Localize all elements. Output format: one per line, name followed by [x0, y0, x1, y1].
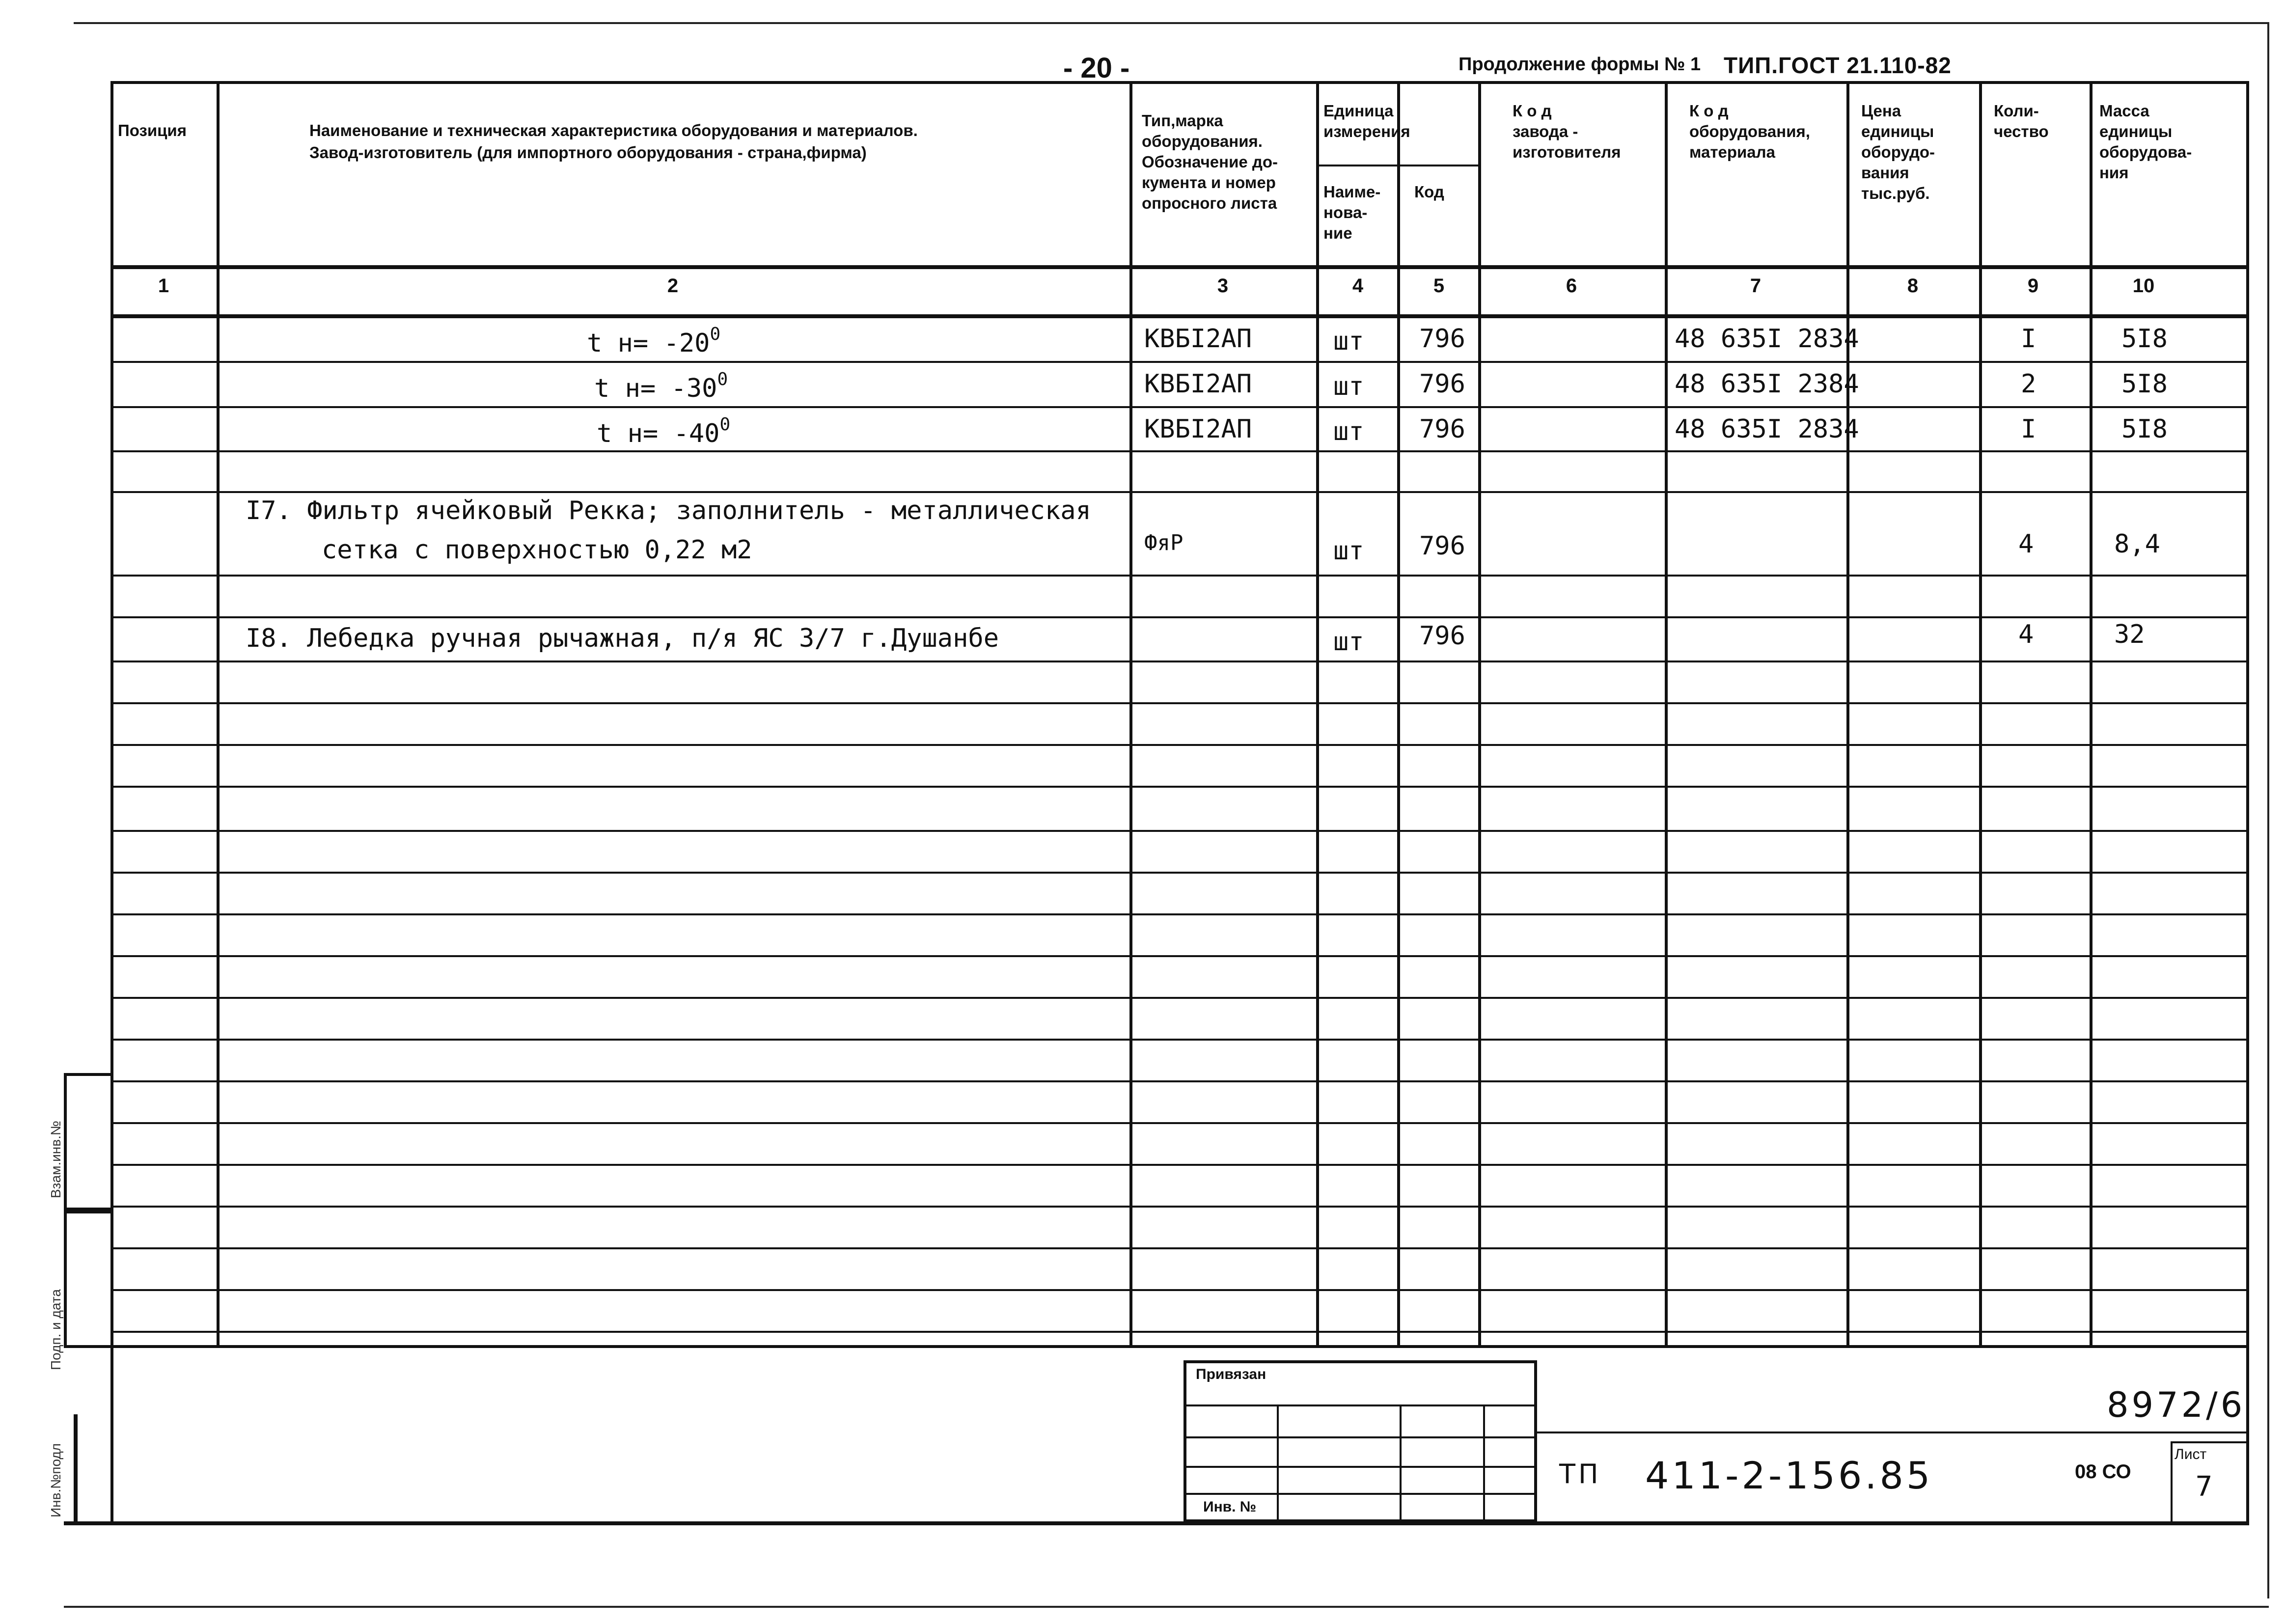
- colnum-3: 3: [1217, 275, 1229, 297]
- col-divider: [1397, 81, 1400, 1348]
- item17-type: ФяР: [1144, 530, 1184, 555]
- list-label: Лист: [2175, 1446, 2207, 1462]
- row1-name: t $н= -20^0$: [587, 324, 721, 358]
- table-row-line: [110, 1289, 2249, 1291]
- col-divider: [2090, 81, 2092, 1348]
- header-name-line1: Наименование и техническая характеристика оборудования и материалов.: [309, 121, 918, 139]
- row1-qty: I: [2021, 324, 2037, 354]
- table-row-line: [110, 575, 2249, 577]
- strip-text-inv-orig: Инв.№подл: [48, 1443, 63, 1517]
- title-block-bottom: [64, 1521, 2249, 1525]
- row3-unit: шт: [1333, 417, 1364, 446]
- colnum-4: 4: [1352, 275, 1364, 297]
- row2-unit: шт: [1333, 372, 1364, 401]
- colnum-8: 8: [1907, 275, 1919, 297]
- header-bottom-line: [110, 265, 2249, 269]
- section-code: 08 СО: [2075, 1461, 2131, 1483]
- row3-type: КВБI2АП: [1144, 414, 1252, 444]
- gost-label: ТИП.ГОСТ 21.110-82: [1724, 53, 1952, 78]
- col-divider: [1316, 81, 1319, 1348]
- header-price: Цена единицы оборудо- вания тыс.руб.: [1861, 102, 1935, 202]
- strip-box-bottom: [74, 1414, 78, 1522]
- item18-qty: 4: [2018, 620, 2034, 649]
- privyazan-col: [1483, 1404, 1485, 1522]
- table-row-line: [110, 491, 2249, 493]
- row1-unit: шт: [1333, 327, 1364, 356]
- row3-qty: I: [2021, 414, 2037, 444]
- row2-qty: 2: [2021, 369, 2037, 399]
- table-row-line: [110, 913, 2249, 915]
- page-number: - 20 -: [1063, 52, 1130, 84]
- stamp-top-line: [1537, 1431, 2249, 1433]
- table-row-line: [110, 702, 2249, 704]
- colnum-bottom-line: [110, 314, 2249, 318]
- header-position: Позиция: [118, 121, 187, 139]
- row2-mass: 5I8: [2121, 369, 2168, 399]
- header-unit-code: Код: [1414, 183, 1444, 201]
- project-code: 411-2-156.85: [1645, 1454, 1933, 1497]
- table-row-line: [110, 406, 2249, 408]
- item18-line1: I8. Лебедка ручная рычажная, п/я ЯС 3/7 г.Душанбе: [246, 624, 999, 653]
- list-top-line: [2171, 1441, 2249, 1443]
- colnum-2: 2: [667, 275, 679, 297]
- header-unit-group: Единица измерения: [1323, 102, 1410, 140]
- col-divider: [1129, 81, 1132, 1348]
- table-row-line: [110, 1206, 2249, 1208]
- row3-name: t $н= -40^0$: [597, 414, 731, 448]
- row1-mass: 5I8: [2121, 324, 2168, 354]
- doc-number: 8972/6: [2107, 1385, 2246, 1425]
- table-row-line: [110, 616, 2249, 618]
- row3-code: 796: [1419, 414, 1465, 444]
- header-unit-name: Наиме- нова- ние: [1323, 183, 1381, 242]
- table-row-line: [110, 1039, 2249, 1041]
- specification-table: [110, 81, 2249, 1348]
- colnum-9: 9: [2027, 275, 2039, 297]
- col-divider: [217, 81, 220, 1348]
- item17-line1: I7. Фильтр ячейковый Рекка; заполнитель - металлическая: [246, 496, 1091, 525]
- table-row-line: [110, 872, 2249, 874]
- colnum-1: 1: [158, 275, 169, 297]
- table-row-line: [110, 1080, 2249, 1082]
- unit-group-divider: [1316, 165, 1478, 166]
- header-name-line2: Завод-изготовитель (для импортного оборудования - страна,фирма): [309, 143, 867, 162]
- col-divider: [1665, 81, 1668, 1348]
- table-row-line: [110, 1122, 2249, 1124]
- item17-qty: 4: [2018, 529, 2034, 559]
- table-row-line: [110, 1331, 2249, 1333]
- row1-type: КВБI2АП: [1144, 324, 1252, 354]
- row2-name: t $н= -30^0$: [594, 369, 728, 403]
- table-row-line: [110, 997, 2249, 999]
- colnum-7: 7: [1750, 275, 1762, 297]
- sheet-frame-top: [74, 22, 2269, 24]
- item17-code: 796: [1419, 531, 1465, 561]
- header-mass: Масса единицы оборудова- ния: [2099, 102, 2192, 182]
- strip-box-top: [64, 1073, 110, 1211]
- inv-label: Инв. №: [1203, 1499, 1257, 1515]
- item17-unit: шт: [1333, 536, 1364, 566]
- table-row-line: [110, 361, 2249, 363]
- table-row-line: [110, 450, 2249, 452]
- table-row-line: [110, 955, 2249, 957]
- tp-label: ТП: [1559, 1459, 1601, 1489]
- header-quantity: Коли- чество: [1994, 102, 2049, 140]
- col-divider: [1979, 81, 1982, 1348]
- table-row-line: [110, 786, 2249, 788]
- privyazan-col: [1400, 1404, 1402, 1522]
- row2-mat-code: 48 635I 2384: [1675, 369, 1859, 399]
- row3-mat-code: 48 635I 2834: [1675, 414, 1859, 444]
- table-row-line: [110, 661, 2249, 662]
- table-row-line: [110, 1164, 2249, 1166]
- colnum-6: 6: [1566, 275, 1577, 297]
- row3-mass: 5I8: [2121, 414, 2168, 444]
- header-material-code: К о д оборудования, материала: [1689, 102, 1810, 161]
- sheet-frame-right: [2267, 22, 2269, 1598]
- item18-mass: 32: [2114, 620, 2145, 649]
- privyazan-label: Привязан: [1196, 1366, 1266, 1382]
- item17-mass: 8,4: [2114, 529, 2160, 559]
- col-divider: [1478, 81, 1481, 1348]
- sheet-frame-bottom: [64, 1606, 2269, 1608]
- colnum-10: 10: [2132, 275, 2155, 297]
- item17-line2: сетка с поверхностью 0,22 м2: [322, 535, 752, 565]
- strip-text-sign: Подп. и дата: [48, 1289, 63, 1370]
- form-continuation: Продолжение формы № 1: [1459, 54, 1701, 75]
- row2-code: 796: [1419, 369, 1465, 399]
- privyazan-col: [1277, 1404, 1279, 1522]
- table-row-line: [110, 744, 2249, 746]
- strip-text-inv: Взам.инв.№: [48, 1121, 63, 1198]
- list-divider: [2171, 1441, 2173, 1522]
- row1-code: 796: [1419, 324, 1465, 354]
- item18-code: 796: [1419, 621, 1465, 651]
- title-block-right: [2246, 1348, 2249, 1525]
- table-row-line: [110, 830, 2249, 832]
- header-type: Тип,марка оборудования. Обозначение до- кумента и номер опросного листа: [1142, 111, 1278, 212]
- table-row-line: [110, 1247, 2249, 1249]
- list-number: 7: [2195, 1471, 2216, 1503]
- item18-unit: шт: [1333, 627, 1364, 657]
- strip-box-middle: [64, 1211, 110, 1348]
- colnum-5: 5: [1433, 275, 1445, 297]
- header-factory-code: К о д завода - изготовителя: [1513, 102, 1621, 161]
- row1-mat-code: 48 635I 2834: [1675, 324, 1859, 354]
- title-block-left: [110, 1348, 113, 1525]
- row2-type: КВБI2АП: [1144, 369, 1252, 399]
- col-divider: [1846, 81, 1849, 1348]
